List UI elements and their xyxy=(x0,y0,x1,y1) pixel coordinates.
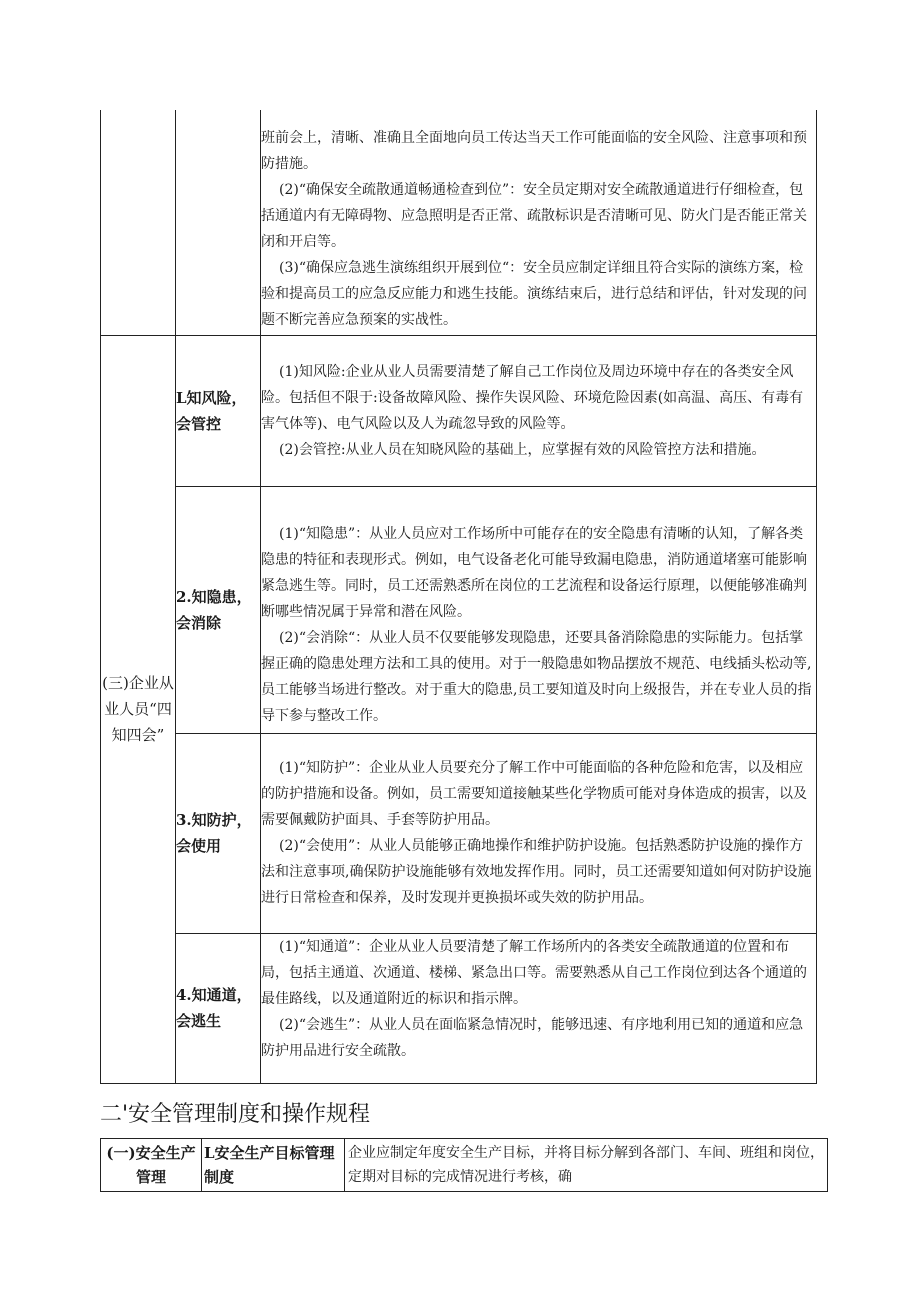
content-paragraph: 班前会上，清晰、准确且全面地向员工传达当天工作可能面临的安全风险、注意事项和预防措施。 xyxy=(261,129,807,172)
category-cell: (一)安全生产管理 xyxy=(101,1139,202,1192)
row-content: 企业应制定年度安全生产目标，并将目标分解到各部门、车间、班组和岗位，定期对目标的完成情况进行考核，确 xyxy=(345,1139,828,1192)
management-table xyxy=(100,1138,828,1192)
content-paragraph: (2)“确保安全疏散通道畅通检查到位”：安全员定期对安全疏散通道进行仔细检查，包括通道内有无障碍物、应急照明是否正常、疏散标识是否清晰可见、防火门是否能正常关闭和开启等。 xyxy=(261,181,807,250)
continued-label-cell xyxy=(176,110,261,335)
row-label: L知风险，会管控 xyxy=(176,335,261,486)
row-content xyxy=(261,335,817,486)
content-paragraph: (1)“知防护”：企业从业人员要充分了解工作中可能面临的各种危险和危害，以及相应的防护措施和设备。例如，员工需要知道接触某些化学物质可能对身体造成的损害，以及需要佩戴防护面具、手套等防护用品。 xyxy=(261,760,807,828)
row-label: L安全生产目标管理制度 xyxy=(202,1139,345,1192)
row-label: 3.知防护，会使用 xyxy=(176,733,261,933)
four-know-table xyxy=(100,110,817,1084)
row-label: 4.知通道，会逃生 xyxy=(176,933,261,1083)
row-label: 2.知隐患，会消除 xyxy=(176,486,261,733)
content-paragraph: (1)“知通道”：企业从业人员要清楚了解工作场所内的各类安全疏散通道的位置和布局，包括主通道、次通道、楼梯、紧急出口等。需要熟悉从自己工作岗位到达各个通道的最佳路线，以及通道附近的标识和指示牌。 xyxy=(261,938,807,1007)
content-paragraph: (2)“会消除“：从业人员不仅要能够发现隐患，还要具备消除隐患的实际能力。包括掌握正确的隐患处理方法和工具的使用。对于一般隐患如物品摆放不规范、电线插头松动等,员工能够当场进行整改。对于重大的隐患,员工要知道及时向上级报告，并在专业人员的指导下参与整改工作。 xyxy=(261,629,812,724)
content-paragraph: (1)“知隐患”：从业人员应对工作场所中可能存在的安全隐患有清晰的认知，了解各类隐患的特征和表现形式。例如，电气设备老化可能导致漏电隐患，消防通道堵塞可能影响紧急逃生等。同时，员工还需熟悉所在岗位的工艺流程和设备运行原理，以便能够准确判断哪些情况属于异常和潜在风险。 xyxy=(261,525,807,620)
category-cell: (三)企业从业人员“四知四会” xyxy=(101,335,176,1083)
continued-content-cell xyxy=(261,110,817,335)
content-paragraph: (1)知风险:企业从业人员需要清楚了解自己工作岗位及周边环境中存在的各类安全风险。包括但不限于:设备故障风险、操作失误风险、环境危险因素(如高温、高压、有毒有害气体等)、电气风险以及人为疏忽导致的风险等。 xyxy=(261,363,804,432)
section-heading: 二'安全管理制度和操作规程 xyxy=(100,1102,371,1127)
continued-category-cell xyxy=(101,110,176,335)
content-paragraph: (2)“会使用”：从业人员能够正确地操作和维护防护设施。包括熟悉防护设施的操作方法和注意事项,确保防护设施能够有效地发挥作用。同时，员工还需要知道如何对防护设施进行日常检查和保养，及时发现并更换损坏或失效的防护用品。 xyxy=(261,838,812,906)
content-paragraph: (2)“会逃生”：从业人员在面临紧急情况时，能够迅速、有序地利用已知的通道和应急防护用品进行安全疏散。 xyxy=(261,1016,804,1059)
content-paragraph: (3)“确保应急逃生演练组织开展到位“：安全员应制定详细且符合实际的演练方案，检验和提高员工的应急反应能力和逃生技能。演练结束后，进行总结和评估，针对发现的问题不断完善应急预案的实战性。 xyxy=(261,259,807,328)
row-content xyxy=(261,933,817,1083)
row-content xyxy=(261,733,817,933)
row-content xyxy=(261,486,817,733)
content-paragraph: (2)会管控:从业人员在知晓风险的基础上，应掌握有效的风险管控方法和措施。 xyxy=(279,441,766,458)
